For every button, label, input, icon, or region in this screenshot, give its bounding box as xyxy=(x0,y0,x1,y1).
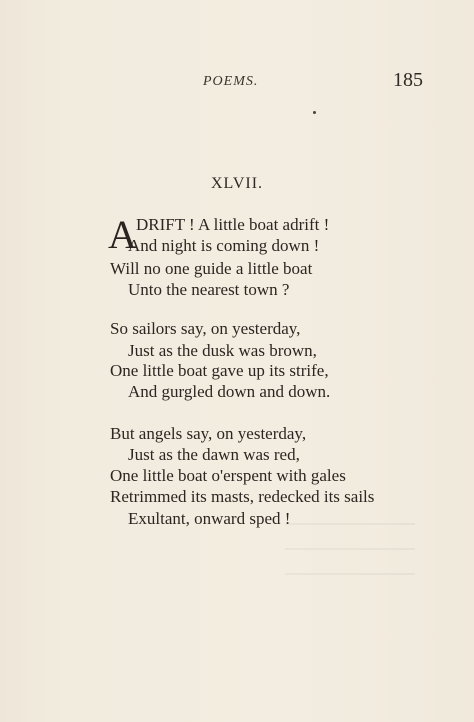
poem-line-5: So sailors say, on yesterday, xyxy=(110,319,301,338)
poem-line-4: Unto the nearest town ? xyxy=(128,280,290,299)
poem-line-1: DRIFT ! A little boat adrift ! xyxy=(136,215,330,234)
page-number: 185 xyxy=(393,69,423,91)
poem-line-7: One little boat gave up its strife, xyxy=(110,361,329,380)
print-speck xyxy=(313,111,316,114)
poem-line-8: And gurgled down and down. xyxy=(128,382,331,401)
show-through-mark xyxy=(285,548,415,550)
poem-line-3: Will no one guide a little boat xyxy=(110,259,313,278)
poem-line-13: Exultant, onward sped ! xyxy=(128,509,291,528)
running-head: POEMS. xyxy=(203,74,259,89)
show-through-mark xyxy=(285,523,415,525)
poem-line-12: Retrimmed its masts, redecked its sails xyxy=(110,487,375,506)
poem-line-10: Just as the dawn was red, xyxy=(128,445,300,464)
poem-title: XLVII. xyxy=(210,175,264,192)
show-through-mark xyxy=(285,573,415,575)
poem-line-6: Just as the dusk was brown, xyxy=(128,341,317,360)
poem-line-9: But angels say, on yesterday, xyxy=(110,424,307,443)
poem-line-11: One little boat o'erspent with gales xyxy=(110,466,346,485)
drop-cap: A xyxy=(108,212,137,257)
poem-line-2: And night is coming down ! xyxy=(128,236,320,255)
